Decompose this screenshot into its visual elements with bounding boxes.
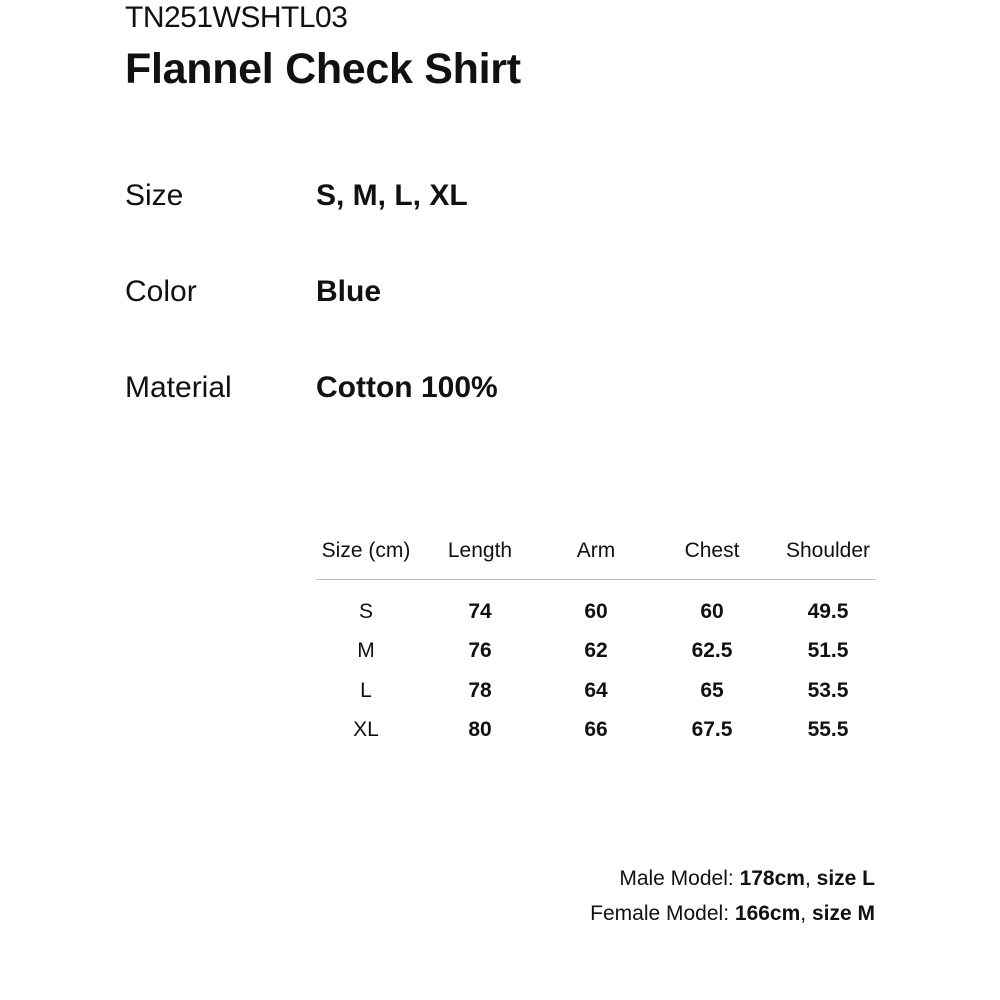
spec-label-size: Size — [125, 179, 184, 212]
table-cell-length: 80 — [468, 717, 492, 741]
male-model-separator: , — [804, 867, 811, 890]
table-row — [316, 592, 876, 631]
table-cell-chest: 62.5 — [691, 639, 733, 663]
table-cell-size: XL — [353, 717, 379, 741]
table-cell-chest: 67.5 — [691, 717, 733, 741]
spec-row-color — [125, 272, 725, 312]
table-header-shoulder: Shoulder — [785, 539, 871, 562]
product-title: Flannel Check Shirt — [125, 45, 521, 93]
table-cell-size: L — [360, 678, 372, 702]
table-cell-shoulder: 55.5 — [807, 717, 849, 741]
male-model-height: 178cm — [739, 867, 805, 890]
table-cell-size: M — [357, 639, 375, 663]
table-cell-chest: 60 — [700, 600, 724, 623]
female-model-size: size M — [811, 902, 875, 925]
table-header-chest: Chest — [684, 539, 740, 562]
spec-value-size: S, M, L, XL — [316, 179, 468, 212]
male-model-size: size L — [816, 867, 875, 890]
spec-value-color: Blue — [316, 275, 382, 308]
spec-label-material: Material — [125, 371, 232, 404]
table-row — [316, 710, 876, 749]
size-chart-table — [316, 533, 876, 741]
table-cell-length: 78 — [468, 678, 492, 702]
table-row — [316, 671, 876, 710]
table-cell-size: S — [358, 600, 373, 623]
table-cell-shoulder: 53.5 — [807, 678, 849, 702]
spec-label-color: Color — [125, 275, 197, 308]
table-cell-chest: 65 — [700, 678, 724, 702]
table-row — [316, 631, 876, 670]
female-model-info — [590, 896, 875, 931]
female-model-label: Female Model: — [590, 902, 730, 925]
table-header-row — [316, 533, 876, 569]
table-cell-arm: 60 — [584, 600, 608, 623]
table-cell-shoulder: 49.5 — [807, 600, 849, 623]
spec-row-material — [125, 368, 725, 408]
table-header-size: Size (cm) — [321, 539, 411, 562]
female-model-height: 166cm — [734, 902, 801, 925]
table-cell-length: 76 — [468, 639, 492, 663]
spec-value-material: Cotton 100% — [316, 371, 498, 404]
table-cell-length: 74 — [468, 600, 492, 623]
model-info — [590, 861, 875, 931]
male-model-info — [590, 861, 875, 896]
table-cell-arm: 66 — [584, 717, 608, 741]
table-cell-arm: 62 — [584, 639, 608, 663]
spec-row-size — [125, 176, 725, 216]
table-divider — [316, 579, 876, 580]
male-model-label: Male Model: — [619, 867, 734, 890]
product-code: TN251WSHTL03 — [125, 1, 348, 34]
table-cell-shoulder: 51.5 — [807, 639, 849, 663]
table-cell-arm: 64 — [584, 678, 608, 702]
table-header-length: Length — [447, 539, 513, 562]
female-model-separator: , — [800, 902, 807, 925]
table-header-arm: Arm — [576, 539, 616, 562]
table-body — [316, 592, 876, 749]
